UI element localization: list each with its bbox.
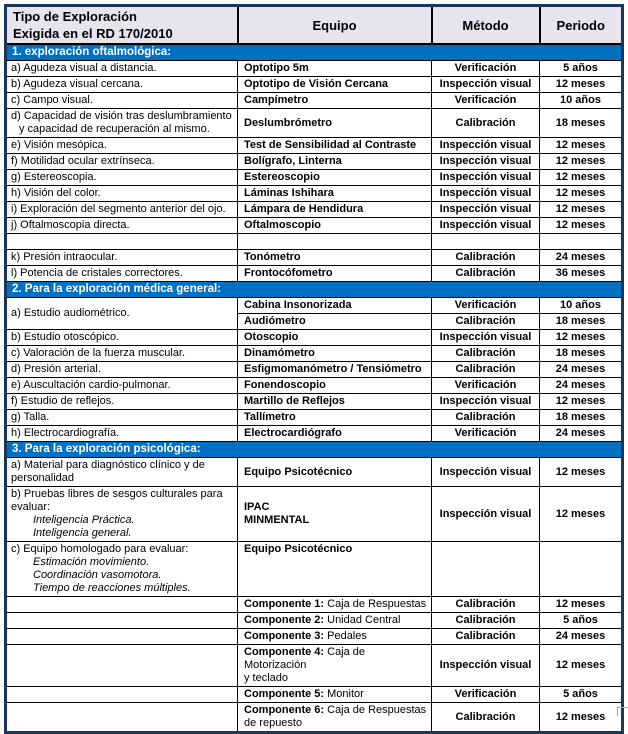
label-line: l) Potencia de cristales correctores.	[11, 267, 183, 279]
equipo-name: Componente 6:	[244, 704, 325, 716]
equipo-line	[244, 347, 428, 360]
table-row	[6, 170, 623, 186]
periodo-cell: 12 meses	[540, 138, 623, 154]
equipo-name: Cabina Insonorizada	[244, 299, 352, 311]
label-line: e) Auscultación cardio-pulmonar.	[11, 379, 171, 391]
equipo-detail: de repuesto	[244, 717, 303, 729]
equipo-cell	[238, 394, 432, 410]
header-row	[6, 6, 623, 45]
equipo-name: Componente 2:	[244, 614, 325, 626]
exploracion-cell	[6, 597, 238, 613]
periodo-cell: 12 meses	[540, 597, 623, 613]
metodo-cell: Calibración	[432, 346, 540, 362]
metodo-cell: Inspección visual	[432, 77, 540, 93]
exploracion-cell	[6, 266, 238, 282]
equipo-line	[244, 672, 428, 685]
equipo-name: Deslumbrómetro	[244, 116, 333, 129]
table-row	[6, 138, 623, 154]
exploracion-cell	[6, 234, 238, 250]
equipo-name: Electrocardiógrafo	[244, 427, 342, 439]
section-header-row	[6, 282, 623, 298]
equipo-detail: Pedales	[324, 630, 367, 642]
equipo-cell	[238, 93, 432, 109]
label-line: Estimación movimiento.	[33, 556, 150, 568]
exploracion-cell	[6, 426, 238, 442]
equipo-cell	[238, 687, 432, 703]
table-row	[6, 330, 623, 346]
metodo-cell: Inspección visual	[432, 170, 540, 186]
metodo-cell	[432, 234, 540, 250]
periodo-cell: 18 meses	[540, 109, 623, 138]
metodo-cell: Inspección visual	[432, 202, 540, 218]
periodo-cell: 24 meses	[540, 378, 623, 394]
metodo-cell: Verificación	[432, 93, 540, 109]
equipo-cell	[238, 597, 432, 613]
equipo-cell	[238, 629, 432, 645]
equipo-line	[244, 514, 428, 527]
equipo-line	[244, 688, 428, 701]
equipo-name: Equipo Psicotécnico	[244, 543, 353, 555]
table-row	[6, 542, 623, 597]
periodo-cell	[540, 542, 623, 597]
metodo-cell: Inspección visual	[432, 487, 540, 542]
table-row	[6, 362, 623, 378]
periodo-cell: 24 meses	[540, 426, 623, 442]
equipo-cell	[238, 613, 432, 629]
equipo-name: Campímetro	[244, 94, 309, 106]
metodo-cell: Calibración	[432, 314, 540, 330]
exploracion-cell	[6, 154, 238, 170]
equipo-line	[244, 62, 428, 75]
equipo-cell	[238, 645, 432, 687]
equipo-name: IPAC	[244, 501, 270, 513]
periodo-cell: 5 años	[540, 61, 623, 77]
equipo-name: Tallímetro	[244, 411, 296, 423]
equipo-cell	[238, 77, 432, 93]
exploracion-cell	[6, 218, 238, 234]
label-line: h) Electrocardiografía.	[11, 427, 120, 439]
periodo-cell	[540, 234, 623, 250]
table-row	[6, 186, 623, 202]
metodo-cell: Verificación	[432, 378, 540, 394]
equipo-name: Test de Sensibilidad al Contraste	[244, 139, 417, 151]
periodo-cell: 12 meses	[540, 202, 623, 218]
equipo-cell	[238, 410, 432, 426]
metodo-cell: Inspección visual	[432, 394, 540, 410]
label-line: f) Estudio de reflejos.	[11, 395, 115, 407]
label-line: f) Motilidad ocular extrínseca.	[11, 155, 155, 167]
equipo-cell	[238, 703, 432, 733]
equipo-name: Oftalmoscopio	[244, 219, 322, 231]
label-line: c) Valoración de la fuerza muscular.	[11, 347, 186, 359]
metodo-cell: Inspección visual	[432, 218, 540, 234]
exploracion-cell	[6, 687, 238, 703]
exploracion-cell	[6, 378, 238, 394]
table-row	[6, 61, 623, 77]
exploracion-cell	[6, 542, 238, 597]
exploracion-cell	[6, 645, 238, 687]
equipo-detail: Unidad Central	[324, 614, 401, 626]
table-row	[6, 298, 623, 314]
equipo-line	[244, 187, 428, 200]
label-line: a) Estudio audiométrico.	[11, 307, 130, 319]
equipo-detail: Caja de Respuestas	[324, 598, 427, 610]
metodo-cell: Calibración	[432, 703, 540, 733]
equipo-name: Esfigmomanómetro / Tensiómetro	[244, 363, 422, 375]
metodo-cell: Calibración	[432, 597, 540, 613]
equipo-name: Tonómetro	[244, 251, 301, 263]
table-row	[6, 597, 623, 613]
periodo-cell: 24 meses	[540, 629, 623, 645]
equipo-cell	[238, 458, 432, 487]
label-line: c) Equipo homologado para evaluar:	[11, 543, 189, 555]
metodo-cell: Inspección visual	[432, 186, 540, 202]
exploracion-cell	[6, 77, 238, 93]
equipo-cell	[238, 186, 432, 202]
metodo-cell: Verificación	[432, 687, 540, 703]
metodo-cell: Calibración	[432, 250, 540, 266]
exploracion-cell	[6, 202, 238, 218]
equipo-line	[244, 363, 428, 376]
equipo-line	[244, 139, 428, 152]
label-line: h) Visión del color.	[11, 187, 101, 199]
table-row	[6, 613, 623, 629]
metodo-cell: Verificación	[432, 61, 540, 77]
header-tipo-line1: Tipo de Exploración	[13, 9, 138, 24]
exploracion-cell	[6, 138, 238, 154]
table-row	[6, 394, 623, 410]
table-row	[6, 645, 623, 687]
table-row	[6, 154, 623, 170]
equipo-name: Componente 3:	[244, 630, 325, 642]
equipo-detail: y teclado	[244, 672, 289, 684]
equipo-line	[244, 466, 428, 479]
equipo-line	[244, 630, 428, 643]
equipo-cell	[238, 154, 432, 170]
equipo-line	[244, 78, 428, 91]
equipo-cell	[238, 346, 432, 362]
equipo-cell	[238, 170, 432, 186]
periodo-cell: 12 meses	[540, 394, 623, 410]
table-row	[6, 378, 623, 394]
metodo-cell: Verificación	[432, 426, 540, 442]
periodo-cell: 12 meses	[540, 458, 623, 487]
table-row	[6, 218, 623, 234]
metodo-cell: Inspección visual	[432, 645, 540, 687]
metodo-cell: Calibración	[432, 613, 540, 629]
equipo-name: Láminas Ishihara	[244, 187, 334, 199]
equipo-cell	[238, 250, 432, 266]
label-line: j) Oftalmoscopia directa.	[11, 219, 130, 231]
section-header-row	[6, 44, 623, 61]
table-row	[6, 234, 623, 250]
equipo-line	[244, 94, 428, 107]
label-line: Inteligencia general.	[33, 527, 132, 539]
equipo-line	[244, 411, 428, 424]
section-title: 1. exploración oftalmológica:	[6, 44, 623, 61]
equipo-cell	[238, 234, 432, 250]
exploracion-cell	[6, 298, 238, 330]
label-line: a) Material para diagnóstico clínico y de	[11, 459, 205, 471]
equipo-line	[244, 717, 428, 730]
equipo-name: Estereoscopio	[244, 171, 320, 183]
periodo-cell: 10 años	[540, 298, 623, 314]
equipo-line	[244, 331, 428, 344]
exploracion-cell	[6, 250, 238, 266]
table-body	[6, 44, 623, 733]
table-row	[6, 629, 623, 645]
equipo-line	[244, 155, 428, 168]
table-row	[6, 109, 623, 138]
equipo-name: Frontocófometro	[244, 267, 333, 279]
label-line: a) Agudeza visual a distancia.	[11, 62, 157, 74]
exploracion-cell	[6, 186, 238, 202]
equipo-cell	[238, 218, 432, 234]
equipo-name: Dinamómetro	[244, 347, 315, 359]
equipo-line	[244, 543, 428, 556]
equipo-line	[244, 203, 428, 216]
table-row	[6, 250, 623, 266]
periodo-cell: 12 meses	[540, 186, 623, 202]
equipo-cell	[238, 314, 432, 330]
periodo-cell: 36 meses	[540, 266, 623, 282]
equipo-line	[244, 315, 428, 328]
exploracion-cell	[6, 703, 238, 733]
periodo-cell: 24 meses	[540, 362, 623, 378]
equipo-line	[244, 379, 428, 392]
table-row	[6, 458, 623, 487]
equipo-name: Optotipo de Visión Cercana	[244, 78, 389, 90]
exploracion-cell	[6, 93, 238, 109]
exploracion-cell	[6, 629, 238, 645]
equipo-name: Audiómetro	[244, 315, 306, 327]
periodo-cell: 18 meses	[540, 346, 623, 362]
equipo-cell	[238, 362, 432, 378]
col-header-equipo: Equipo	[238, 6, 432, 45]
section-header-row	[6, 442, 623, 458]
label-line: i) Exploración del segmento anterior del ojo.	[11, 203, 226, 215]
exploracion-cell	[6, 394, 238, 410]
equipo-name: Martillo de Reflejos	[244, 395, 345, 407]
equipo-name: Fonendoscopio	[244, 379, 326, 391]
label-line: Tiempo de reacciones múltiples.	[33, 582, 191, 594]
label-line: b) Agudeza visual cercana.	[11, 78, 144, 90]
exploracion-cell	[6, 170, 238, 186]
label-line: b) Pruebas libres de sesgos culturales para	[11, 488, 223, 500]
equipo-line	[244, 427, 428, 440]
metodo-cell: Calibración	[432, 629, 540, 645]
periodo-cell: 12 meses	[540, 330, 623, 346]
periodo-cell: 5 años	[540, 613, 623, 629]
equipo-cell	[238, 138, 432, 154]
exploracion-cell	[6, 346, 238, 362]
header-tipo-line2: Exigida en el RD 170/2010	[13, 26, 173, 41]
equipo-line	[244, 598, 428, 611]
periodo-cell: 5 años	[540, 687, 623, 703]
table-row	[6, 426, 623, 442]
periodo-cell: 18 meses	[540, 314, 623, 330]
equipo-line	[244, 267, 428, 280]
equipo-line	[244, 614, 428, 627]
equipo-cell	[238, 266, 432, 282]
periodo-cell: 12 meses	[540, 218, 623, 234]
exploracion-cell	[6, 61, 238, 77]
table-row	[6, 202, 623, 218]
metodo-cell: Verificación	[432, 298, 540, 314]
equipo-cell	[238, 298, 432, 314]
exploracion-cell	[6, 330, 238, 346]
metodo-cell: Calibración	[432, 109, 540, 138]
table-row	[6, 410, 623, 426]
metodo-cell	[432, 542, 540, 597]
equipo-name: Lámpara de Hendidura	[244, 203, 364, 215]
exploracion-cell	[6, 410, 238, 426]
label-line: Inteligencia Práctica.	[33, 514, 135, 526]
equipo-line	[244, 117, 428, 130]
equipo-cell	[238, 330, 432, 346]
label-line: k) Presión intraocular.	[11, 251, 118, 263]
label-line: evaluar:	[11, 501, 51, 513]
equipo-line	[244, 395, 428, 408]
equipo-name: Equipo Psicotécnico	[244, 465, 353, 478]
table-row	[6, 346, 623, 362]
equipo-line	[244, 219, 428, 232]
equipo-name: MINMENTAL	[244, 514, 310, 526]
equipo-line	[244, 299, 428, 312]
equipo-name: Otoscopio	[244, 331, 299, 343]
metodo-cell: Inspección visual	[432, 138, 540, 154]
equipo-line	[244, 646, 428, 672]
periodo-cell: 12 meses	[540, 154, 623, 170]
equipo-name: Componente 1:	[244, 598, 325, 610]
equipo-line	[244, 171, 428, 184]
label-line: y capacidad de recuperación al mismo.	[19, 123, 210, 135]
equipo-cell	[238, 378, 432, 394]
equipo-name: Componente 4:	[244, 646, 325, 658]
equipo-line	[244, 251, 428, 264]
metodo-cell: Inspección visual	[432, 154, 540, 170]
label-line: Coordinación vasomotora.	[33, 569, 162, 581]
equipo-name: Optotipo 5m	[244, 62, 309, 74]
equipo-detail: Monitor	[324, 688, 364, 700]
table-row	[6, 687, 623, 703]
exploracion-cell	[6, 487, 238, 542]
label-line: d) Capacidad de visión tras deslumbramiento	[11, 110, 232, 122]
label-line: g) Estereoscopia.	[11, 171, 97, 183]
periodo-cell: 12 meses	[540, 77, 623, 93]
label-line: c) Campo visual.	[11, 94, 93, 106]
equipo-cell	[238, 487, 432, 542]
periodo-cell: 10 años	[540, 93, 623, 109]
equipo-line	[244, 501, 428, 514]
periodo-cell: 12 meses	[540, 487, 623, 542]
equipo-detail: Caja de Motorización	[244, 646, 366, 671]
equipo-cell	[238, 542, 432, 597]
equipment-requirements-table	[4, 4, 624, 734]
exploracion-cell	[6, 362, 238, 378]
section-title: 3. Para la exploración psicológica:	[6, 442, 623, 458]
equipo-cell	[238, 61, 432, 77]
periodo-cell: 18 meses	[540, 410, 623, 426]
exploracion-cell	[6, 458, 238, 487]
equipo-detail: Caja de Respuestas	[324, 704, 427, 716]
metodo-cell: Inspección visual	[432, 458, 540, 487]
table-row	[6, 703, 623, 733]
col-header-metodo: Método	[432, 6, 540, 45]
label-line: d) Presión arterial.	[11, 363, 101, 375]
col-header-periodo: Periodo	[540, 6, 623, 45]
table-row	[6, 93, 623, 109]
equipo-cell	[238, 109, 432, 138]
periodo-cell: 12 meses	[540, 645, 623, 687]
label-line: e) Visión mesópica.	[11, 139, 107, 151]
metodo-cell: Calibración	[432, 410, 540, 426]
col-header-tipo-exploracion	[6, 6, 238, 45]
exploracion-cell	[6, 613, 238, 629]
table-row	[6, 77, 623, 93]
label-line: personalidad	[11, 472, 74, 484]
equipo-cell	[238, 426, 432, 442]
periodo-cell: 12 meses	[540, 703, 623, 733]
corner-mark	[617, 707, 628, 716]
table-row	[6, 487, 623, 542]
label-line: b) Estudio otoscópico.	[11, 331, 120, 343]
equipo-name: Bolígrafo, Linterna	[244, 155, 342, 167]
exploracion-cell	[6, 109, 238, 138]
equipo-cell	[238, 202, 432, 218]
periodo-cell: 12 meses	[540, 170, 623, 186]
periodo-cell: 24 meses	[540, 250, 623, 266]
label-line: g) Talla.	[11, 411, 50, 423]
section-title: 2. Para la exploración médica general:	[6, 282, 623, 298]
metodo-cell: Calibración	[432, 362, 540, 378]
equipo-name: Componente 5:	[244, 688, 325, 700]
equipo-line	[244, 704, 428, 717]
table-row	[6, 266, 623, 282]
metodo-cell: Calibración	[432, 266, 540, 282]
metodo-cell: Inspección visual	[432, 330, 540, 346]
